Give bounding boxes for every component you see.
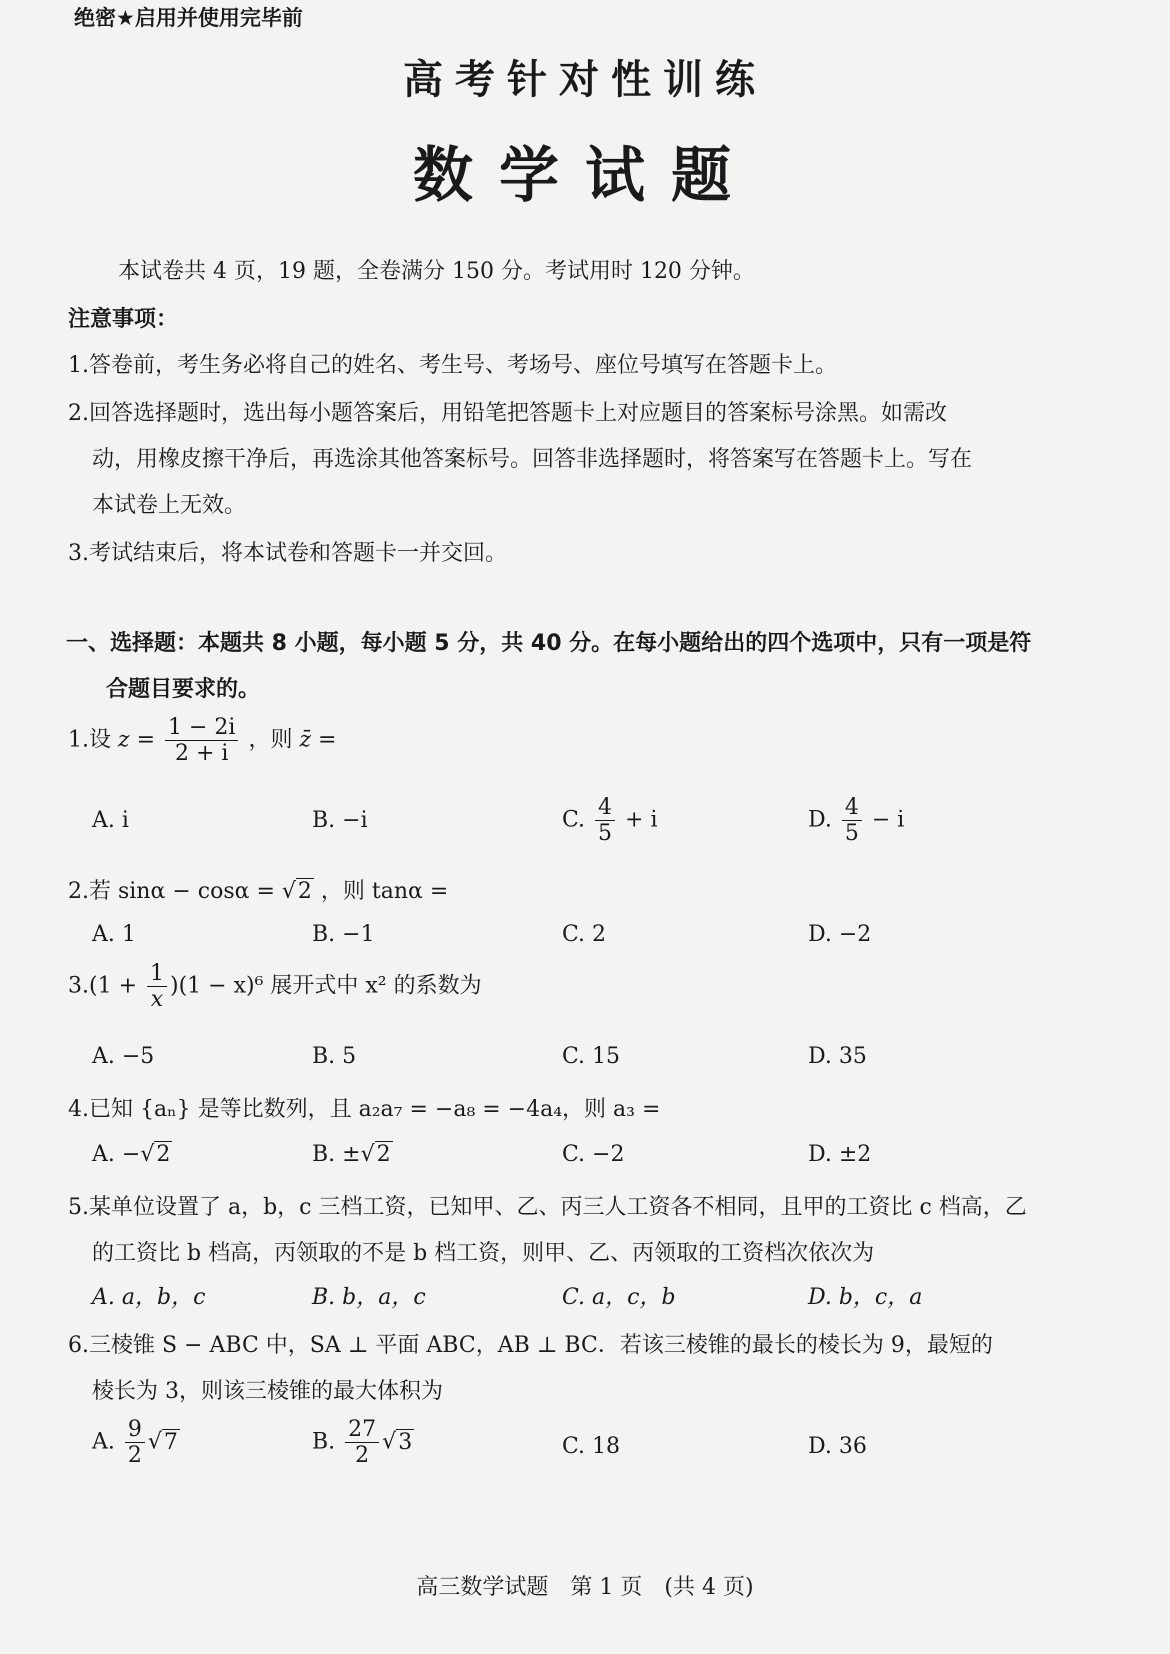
q5-option-c: C. a，c，b (562, 1285, 676, 1310)
section-heading-line-2: 合题目要求的。 (106, 677, 261, 702)
notice-item-2-line-3: 本试卷上无效。 (92, 493, 247, 518)
page-footer: 高三数学试题 第 1 页 (共 4 页) (416, 1575, 754, 1600)
q3-option-a: A. −5 (92, 1044, 155, 1069)
question-4: 4.已知 {aₙ} 是等比数列，且 a₂a₇ = −a₈ = −4a₄，则 a₃ = (68, 1097, 661, 1122)
notice-item-2-line-2: 动，用橡皮擦干净后，再选涂其他答案标号。回答非选择题时，将答案写在答题卡上。写在 (92, 447, 973, 472)
section-heading-line-1: 一、选择题：本题共 8 小题，每小题 5 分，共 40 分。在每小题给出的四个选项中，只有一项是符 (66, 631, 1032, 656)
notice-item-1: 1.答卷前，考生务必将自己的姓名、考生号、考场号、座位号填写在答题卡上。 (68, 353, 837, 378)
q4-option-a: A. −√2 (92, 1142, 171, 1167)
q1-option-d: D. $\frac{4}{5}$ − i (808, 795, 905, 847)
q3-option-b: B. 5 (312, 1044, 357, 1069)
question-1: 1.设 z = $\frac{1 - 2i}{2 + i}$ ，则 z̄ = (68, 715, 337, 767)
notice-item-3: 3.考试结束后，将本试卷和答题卡一并交回。 (68, 541, 507, 566)
q6-option-a: A. $\frac{9}{2}$ √7 (92, 1417, 178, 1469)
q5-option-a: A. a，b，c (92, 1285, 206, 1310)
exam-title: 高考针对性训练 (403, 56, 767, 103)
q2-option-c: C. 2 (562, 922, 607, 947)
intro-text: 本试卷共 4 页，19 题，全卷满分 150 分。考试用时 120 分钟。 (118, 259, 755, 284)
q6-option-b: B. $\frac{27}{2}$ √3 (312, 1417, 413, 1469)
q4-option-b: B. ±√2 (312, 1142, 391, 1167)
q3-option-c: C. 15 (562, 1044, 621, 1069)
q1-option-a: A. i (92, 808, 129, 833)
confidential-label: 绝密★启用并使用完毕前 (74, 6, 303, 30)
q6-option-d: D. 36 (808, 1434, 867, 1459)
question-2: 2.若 sinα − cosα = √2 ，则 tanα = (68, 879, 449, 904)
q6-option-c: C. 18 (562, 1434, 621, 1459)
notice-item-2-line-1: 2.回答选择题时，选出每小题答案后，用铅笔把答题卡上对应题目的答案标号涂黑。如需改 (68, 401, 947, 426)
question-6-line-1: 6.三棱锥 S − ABC 中，SA ⊥ 平面 ABC，AB ⊥ BC．若该三棱锥的最长的棱长为 9，最短的 (68, 1333, 993, 1358)
q3-option-d: D. 35 (808, 1044, 867, 1069)
q1-fraction: $\frac{1 - 2i}{2 + i}$ (165, 716, 238, 765)
q4-option-d: D. ±2 (808, 1142, 872, 1167)
question-5-line-1: 5.某单位设置了 a，b，c 三档工资，已知甲、乙、丙三人工资各不相同，且甲的工资比 c 档高，乙 (68, 1195, 1027, 1220)
q2-option-a: A. 1 (92, 922, 136, 947)
notice-heading: 注意事项： (68, 307, 179, 332)
q2-option-d: D. −2 (808, 922, 872, 947)
question-6-line-2: 棱长为 3，则该三棱锥的最大体积为 (92, 1379, 443, 1404)
question-3: 3.(1 + $\frac{1}{x}$ )(1 − x)⁶ 展开式中 x² 的系数为 (68, 961, 482, 1013)
question-5-line-2: 的工资比 b 档高，丙领取的不是 b 档工资，则甲、乙、丙领取的工资档次依次为 (92, 1241, 875, 1266)
q4-option-c: C. −2 (562, 1142, 625, 1167)
q5-option-d: D. b，c，a (808, 1285, 923, 1310)
q5-option-b: B. b，a，c (312, 1285, 426, 1310)
q1-option-b: B. −i (312, 808, 368, 833)
q1-option-c: C. $\frac{4}{5}$ + i (562, 795, 658, 847)
subject-title: 数学试题 (413, 141, 757, 211)
q2-option-b: B. −1 (312, 922, 375, 947)
